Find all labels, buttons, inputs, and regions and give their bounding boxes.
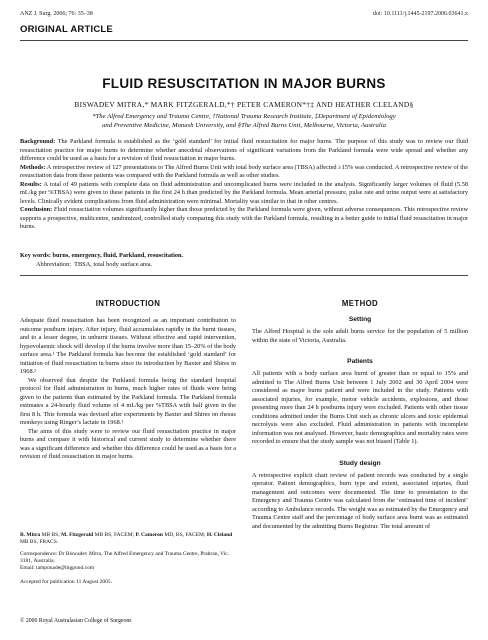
intro-paragraph: Adequate fluid resuscitation has been recognized as an important contribution to outcome postburn injury. After injury, fluid accumulates rapidly in the burnt tissues, and to a lesser degree, in unburnt tissues. Without effective and rapid intervention, hypovolaemic shock will develop if the burns involve more than 15–20% of the body surface area.¹ The Parkland formula has become the established ‘gold standard’ for initiation of fluid resuscitation in burns since its introduction by Baxter and Shires in 1968.²: [20, 317, 236, 375]
subheading-study-design: Study design: [339, 459, 381, 467]
intro-paragraph: The aims of this study were to review our fluid resuscitation practice in major burns and compare it with historical and current study to determine whether there was a significant difference and whether this difference could be used as a basis for a revision of fluid resuscitation in major burns.: [20, 427, 236, 460]
abstract-conclusion: Conclusion: Fluid resuscitation volumes significantly higher than those predicted by the Parkland formula were given, without adverse consequences. This retrospective review supports a prospective, multicentre, randomized, controlled study comparing this study with the Parkland formula, resulting in a better guide to initial fluid resuscitation in major burns.: [20, 206, 469, 230]
setting-body: [252, 328, 468, 345]
abstract-results: Results: A total of 49 patients with complete data on fluid administration and uncomplicated burns were included in the analysis. Significantly larger volumes of fluid (5.58 mL/kg per %TBSA) were given to these patients in the first 24 h than predicted by the Parkland formula. Mean arterial pressure, pulse rate and urine output were at satisfactory levels. Clinically evident complications from fluid administration were minimal. Mortality was similar to that in other centres.: [20, 180, 468, 205]
affiliation-line: *The Alfred Emergency and Trauma Centre, †National Trauma Research Institute, ‡Department of Epidemiology: [92, 113, 396, 120]
section-heading-introduction: INTRODUCTION: [95, 299, 161, 308]
journal-citation: ANZ J. Surg. 2006; 76: 35–38: [20, 11, 93, 17]
article-title: FLUID RESUSCITATION IN MAJOR BURNS: [102, 76, 386, 91]
abstract-divider: [20, 275, 468, 276]
affiliations: [20, 112, 468, 130]
subheading-setting: Setting: [348, 316, 372, 323]
author-footnotes: [20, 532, 236, 587]
abstract: [20, 138, 468, 232]
keywords: Key words: burns, emergency, fluid, Parkland, resuscitation.: [20, 252, 184, 259]
study-design-paragraph: A retrospective explicit chart review of patient records was conducted by a single operator. Patient demographics, burn type and extent, associated injuries, fluid management and outcomes were documented. The time to presentation to the Emergency and Trauma Centre was calculated from the ‘estimated time of incident’ according to Ambulance records. The weight was as estimated by the Emergency and Trauma Centre staff and the percentage of body surface area burnt was as estimated and documented by the admitting Burns Registrar. The total amount of: [252, 471, 468, 530]
left-column: [20, 299, 236, 462]
intro-paragraph: We observed that despite the Parkland formula being the standard hospital protocol for fluid administration in burns, much higher rates of fluids were being given to the patients than estimated by the Parkland formula. The Parkland formula estimates a 24-hourly fluid volume of 4 mL/kg per %TBSA with half given in the first 8 h. This formula was devised after experiments by Baxter and Shires on rhesus monkeys using Ringer’s lactate in 1968.²: [20, 376, 236, 426]
author-degrees: B. Mitra MB BS; M. Fitzgerald MB BS, FACEM; P. Cameron MD, BS, FACEM; H. Cleland MB BS, FRACS.: [20, 532, 233, 546]
article-type: ORIGINAL ARTICLE: [20, 24, 113, 35]
header-divider: [20, 40, 468, 41]
abstract-methods: Methods: A retrospective review of 127 presentations to The Alfred Burns Unit with total body surface area (TBSA) affected ≥15% was conducted. A retrospective review of the resuscitation data from these patients was compared with the Parkland formula as well as other studies.: [20, 163, 468, 179]
patients-paragraph: All patients with a body surface area burnt of greater than or equal to 15% and admitted to The Alfred Burns Unit between 1 July 2002 and 30 April 2004 were considered as major burns patient and were included in the study. Patients with associated injuries, for example, motor vehicle accidents, explosions, and those presenting more than 24 h postburns injury were excluded. Patients with other tissue conditions admitted under the Burns Unit such as chronic ulcers and toxic epidermal necrolysis were also excluded. Fluid administration in patients with incomplete information was not analysed. However, basic demographics and mortality rates were recorded to ensure that the study sample was not biased (Table 1).: [252, 370, 468, 445]
setting-paragraph: The Alfred Hospital is the sole adult burns service for the population of 5 million within the state of Victoria, Australia.: [252, 328, 468, 344]
abbreviations: Abbreviation: TBSA, total body surface area.: [36, 260, 153, 268]
patients-body: [252, 370, 468, 447]
section-heading-method: METHOD: [341, 299, 379, 308]
keywords-block: [20, 252, 468, 269]
accepted-date: Accepted for publication 11 August 2005.: [20, 579, 113, 586]
copyright: © 2006 Royal Australasian College of Surgeons: [20, 618, 132, 624]
subheading-patients: Patients: [347, 358, 373, 365]
author-list: BISWADEV MITRA,* MARK FITZGERALD,*† PETER CAMERON*†‡ AND HEATHER CLELAND§: [74, 100, 414, 109]
right-column: [252, 299, 468, 531]
introduction-body: [20, 317, 236, 462]
doi: doi: 10.1111/j.1445-2197.2006.03641.x: [373, 11, 468, 17]
correspondence: Correspondence: Dr Biswadev Mitra, The Alfred Emergency and Trauma Centre, Prahran, Vic. 3181, Australia.: [20, 550, 230, 564]
correspondence-email: Email: tamponade@bigpond.com: [20, 565, 95, 572]
abstract-background: Background: The Parkland formula is established as the ‘gold standard’ for initial fluid resuscitation for major burns. The purpose of this study was to review our fluid resuscitation practice for major burns to determine whether anecdotal observations of significant variations from the Parkland formula were wide spread and whether any difference could be used as a basis for a revision of fluid resuscitation in major burns.: [20, 138, 469, 162]
affiliation-line: and Preventive Medicine, Monash University, and §The Alfred Burns Unit, Melbourne, Victoria, Australia: [102, 122, 386, 129]
study-design-body: [252, 472, 468, 532]
